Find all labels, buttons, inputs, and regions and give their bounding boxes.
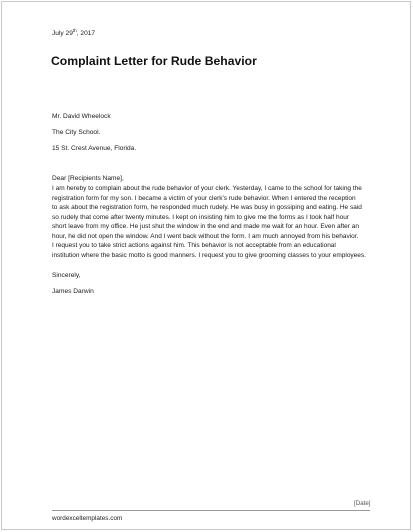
letter-date-suffix: , 2017 (76, 30, 96, 37)
footer-date-placeholder: [Date] (354, 500, 371, 507)
body-line: institution where the basic motto is good manners. I request you to give grooming classes to your employees. (52, 251, 366, 259)
signer-name: James Darwin (52, 288, 94, 295)
letter-page (1, 1, 411, 530)
letter-date-prefix: July 29 (52, 30, 73, 37)
body-line: registration form for my son. I became a victim of your clerk's rude behavior. When I entered the reception (52, 194, 356, 202)
body-line: I am hereby to complain about the rude behavior of your clerk. Yesterday, I came to the school for taking the (52, 185, 362, 192)
body-line: hour, he did not open the window. And I went back without the form. I am much annoyed from his behavior. (52, 232, 359, 240)
letter-date-ordinal: th (72, 27, 77, 33)
salutation: Dear [Recipients Name], (52, 175, 124, 182)
footer-divider (52, 510, 370, 511)
recipient-address: 15 St. Crest Avenue, Florida. (52, 145, 137, 152)
recipient-organization: The City School. (52, 129, 101, 136)
footer-website: wordexceltemplates.com (52, 515, 123, 522)
body-line: short leave from my office. He just shut the window in the end and made me wait for an hour. Even after an (52, 223, 359, 231)
closing: Sincerely, (52, 272, 81, 279)
body-line: I request you to take strict actions against him. This behavior is not acceptable from an educational (52, 242, 336, 250)
body-line: to ask about the registration form, he responded much rudely. He was busy in gossiping and eating. He said (52, 204, 362, 212)
recipient-name: Mr. David Wheelock (52, 113, 111, 120)
letter-title: Complaint Letter for Rude Behavior (51, 54, 257, 68)
letter-date (52, 29, 95, 38)
body-line: so rudely that come after twenty minutes. I kept on insisting him to give me the forms as I took half hour (52, 213, 349, 221)
letter-body (52, 184, 392, 260)
